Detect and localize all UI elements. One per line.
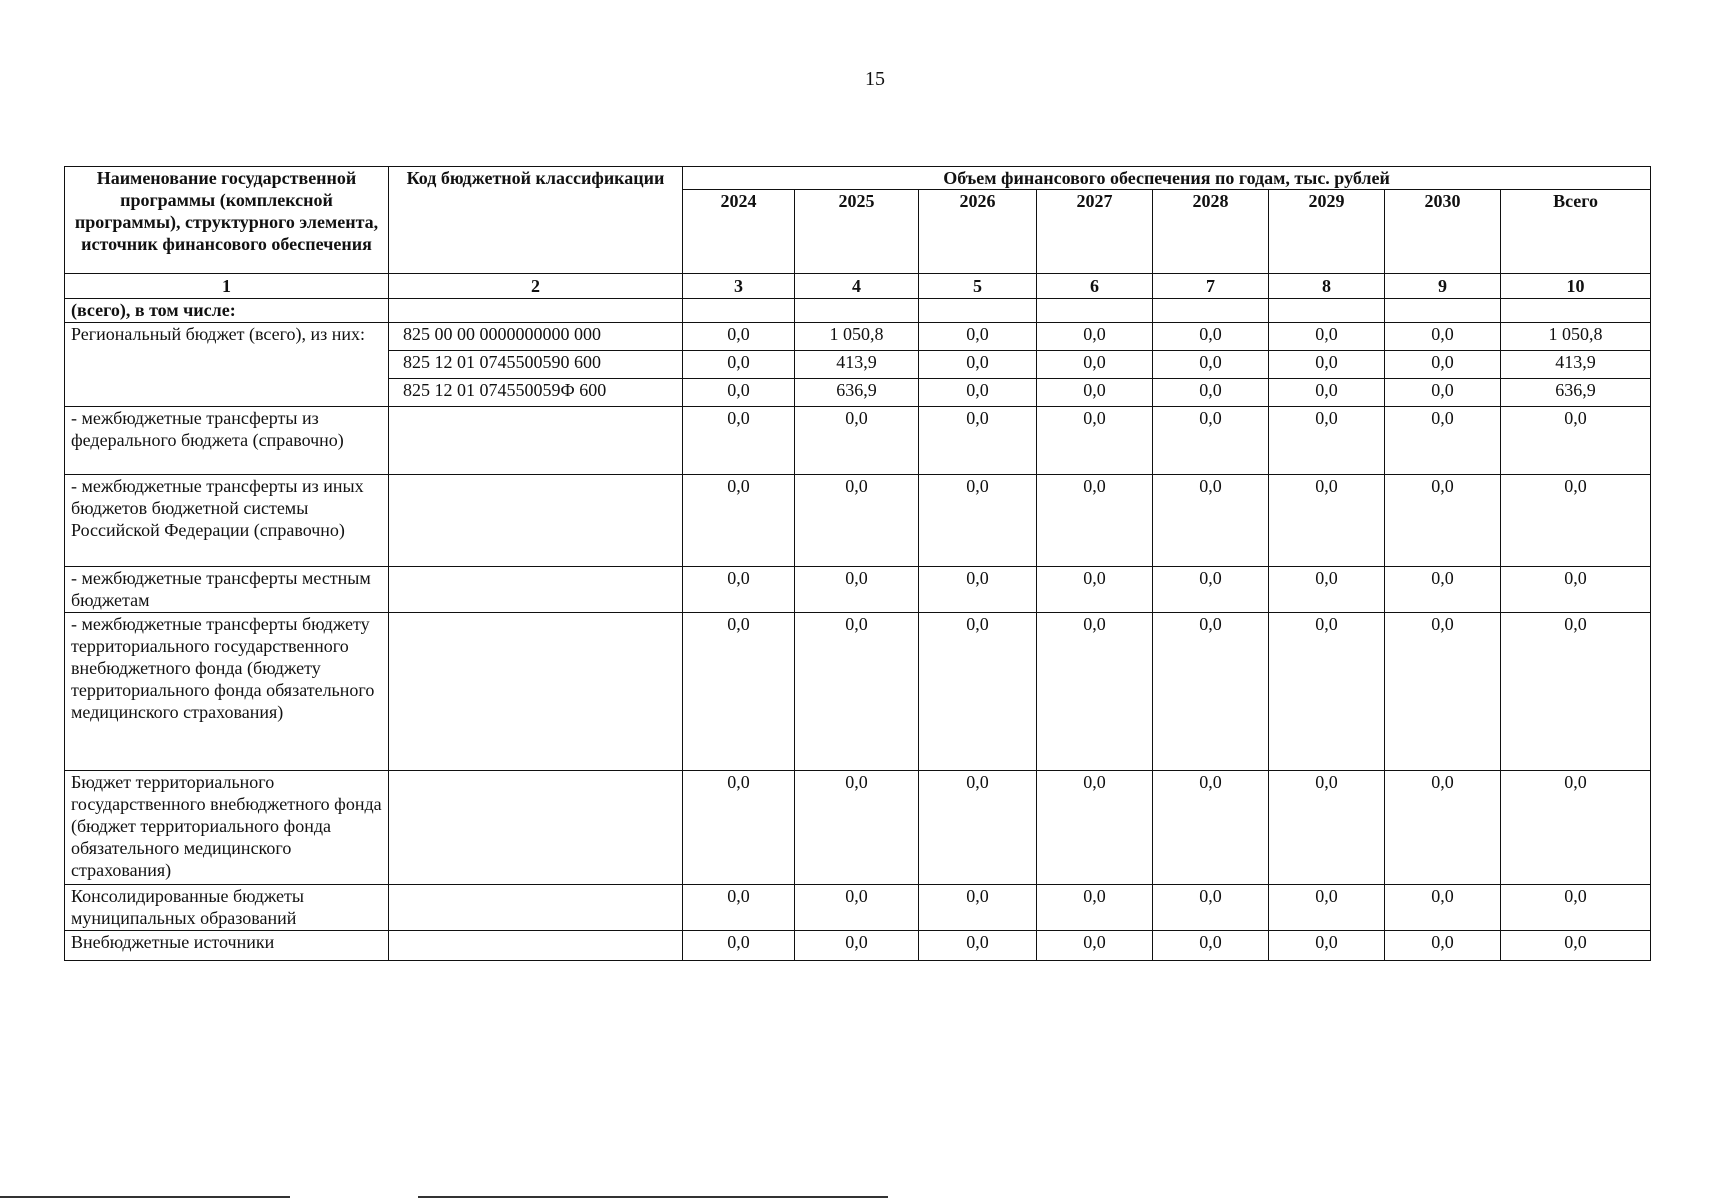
value-cell: 0,0 — [795, 771, 919, 885]
column-numbers-row — [65, 274, 1651, 299]
value-cell: 0,0 — [683, 323, 795, 351]
value-cell: 0,0 — [1385, 885, 1501, 931]
value-cell: 0,0 — [1501, 475, 1651, 567]
value-cell: 0,0 — [919, 885, 1037, 931]
value-cell: 0,0 — [1501, 567, 1651, 613]
value-cell: 1 050,8 — [795, 323, 919, 351]
value-cell: 0,0 — [1385, 475, 1501, 567]
table-row-total — [65, 299, 1651, 323]
value-cell: 0,0 — [1501, 885, 1651, 931]
value-cell: 0,0 — [683, 407, 795, 475]
header-total: Всего — [1501, 190, 1651, 274]
value-cell: 0,0 — [1153, 475, 1269, 567]
header-year: 2029 — [1269, 190, 1385, 274]
value-cell: 0,0 — [1385, 771, 1501, 885]
row-label: Региональный бюджет (всего), из них: — [65, 323, 389, 407]
row-code — [389, 885, 683, 931]
row-label: - межбюджетные трансферты из федерального бюджета (справочно) — [65, 407, 389, 475]
table-row — [65, 407, 1651, 475]
value-cell: 0,0 — [795, 407, 919, 475]
row-code — [389, 475, 683, 567]
value-cell: 0,0 — [1037, 475, 1153, 567]
table-row — [65, 567, 1651, 613]
value-cell: 0,0 — [919, 771, 1037, 885]
value-cell: 0,0 — [1269, 567, 1385, 613]
value-cell: 0,0 — [919, 323, 1037, 351]
value-cell: 0,0 — [1153, 931, 1269, 961]
value-cell: 0,0 — [1269, 351, 1385, 379]
header-year: 2030 — [1385, 190, 1501, 274]
value-cell: 0,0 — [1269, 323, 1385, 351]
value-cell: 636,9 — [1501, 379, 1651, 407]
value-cell: 0,0 — [683, 771, 795, 885]
header-year: 2028 — [1153, 190, 1269, 274]
value-cell: 0,0 — [1037, 931, 1153, 961]
scan-edge-line — [418, 1196, 888, 1198]
header-name: Наименование государственной программы (комплексной программы), структурного элемента, источник финансового обеспечения — [65, 167, 389, 274]
row-label: - межбюджетные трансферты бюджету территориального государственного внебюджетного фонда (бюджету территориального фонда обязательного медицинского страхования) — [65, 613, 389, 771]
value-cell: 0,0 — [683, 351, 795, 379]
value-cell: 0,0 — [1501, 407, 1651, 475]
row-label: Консолидированные бюджеты муниципальных образований — [65, 885, 389, 931]
column-number: 7 — [1153, 274, 1269, 299]
value-cell: 0,0 — [1269, 475, 1385, 567]
value-cell: 413,9 — [1501, 351, 1651, 379]
column-number: 8 — [1269, 274, 1385, 299]
row-code: 825 12 01 0745500590 600 — [389, 351, 683, 379]
column-number: 4 — [795, 274, 919, 299]
value-cell: 0,0 — [1037, 407, 1153, 475]
value-cell: 0,0 — [683, 885, 795, 931]
value-cell: 0,0 — [1037, 379, 1153, 407]
value-cell: 0,0 — [1385, 407, 1501, 475]
column-number: 3 — [683, 274, 795, 299]
value-cell: 0,0 — [1153, 567, 1269, 613]
header-code: Код бюджетной классификации — [389, 167, 683, 274]
table-row — [65, 613, 1651, 771]
value-cell — [1037, 299, 1153, 323]
value-cell — [683, 299, 795, 323]
value-cell — [919, 299, 1037, 323]
value-cell: 0,0 — [795, 931, 919, 961]
value-cell: 0,0 — [795, 613, 919, 771]
value-cell: 0,0 — [1385, 351, 1501, 379]
value-cell: 0,0 — [1269, 379, 1385, 407]
page-number: 15 — [865, 68, 885, 90]
value-cell: 0,0 — [683, 931, 795, 961]
header-volume: Объем финансового обеспечения по годам, тыс. рублей — [683, 167, 1651, 190]
row-code — [389, 299, 683, 323]
value-cell — [1501, 299, 1651, 323]
value-cell: 0,0 — [795, 475, 919, 567]
header-year: 2024 — [683, 190, 795, 274]
value-cell: 0,0 — [1385, 931, 1501, 961]
value-cell: 0,0 — [795, 885, 919, 931]
value-cell: 0,0 — [683, 475, 795, 567]
row-label: - межбюджетные трансферты из иных бюджетов бюджетной системы Российской Федерации (справочно) — [65, 475, 389, 567]
value-cell: 0,0 — [683, 379, 795, 407]
value-cell — [1269, 299, 1385, 323]
value-cell: 0,0 — [1269, 771, 1385, 885]
value-cell: 0,0 — [683, 613, 795, 771]
table-row — [65, 885, 1651, 931]
table-row-regional — [65, 323, 1651, 351]
row-code: 825 00 00 0000000000 000 — [389, 323, 683, 351]
value-cell: 0,0 — [1385, 567, 1501, 613]
value-cell: 413,9 — [795, 351, 919, 379]
value-cell: 0,0 — [1153, 771, 1269, 885]
value-cell: 0,0 — [1385, 613, 1501, 771]
row-label: - межбюджетные трансферты местным бюджетам — [65, 567, 389, 613]
row-code — [389, 771, 683, 885]
value-cell — [1385, 299, 1501, 323]
row-code: 825 12 01 074550059Ф 600 — [389, 379, 683, 407]
table-row — [65, 931, 1651, 961]
row-label: (всего), в том числе: — [65, 299, 389, 323]
value-cell — [1153, 299, 1269, 323]
value-cell: 0,0 — [919, 407, 1037, 475]
value-cell: 0,0 — [1037, 885, 1153, 931]
value-cell: 0,0 — [1037, 567, 1153, 613]
value-cell: 0,0 — [1501, 613, 1651, 771]
value-cell: 0,0 — [1385, 323, 1501, 351]
value-cell: 1 050,8 — [1501, 323, 1651, 351]
column-number: 2 — [389, 274, 683, 299]
value-cell: 0,0 — [1153, 613, 1269, 771]
value-cell: 0,0 — [1269, 885, 1385, 931]
value-cell: 0,0 — [1153, 407, 1269, 475]
value-cell: 0,0 — [1153, 323, 1269, 351]
table-row — [65, 771, 1651, 885]
value-cell: 0,0 — [919, 351, 1037, 379]
value-cell: 0,0 — [919, 379, 1037, 407]
value-cell: 0,0 — [1153, 379, 1269, 407]
value-cell: 0,0 — [1501, 931, 1651, 961]
header-year: 2025 — [795, 190, 919, 274]
value-cell: 0,0 — [683, 567, 795, 613]
value-cell: 0,0 — [1269, 613, 1385, 771]
row-code — [389, 613, 683, 771]
value-cell: 0,0 — [1153, 351, 1269, 379]
value-cell: 0,0 — [1037, 771, 1153, 885]
table-row — [65, 475, 1651, 567]
value-cell: 0,0 — [1269, 407, 1385, 475]
row-label: Бюджет территориального государственного внебюджетного фонда (бюджет территориального фонда обязательного медицинского страхования) — [65, 771, 389, 885]
column-number: 6 — [1037, 274, 1153, 299]
row-code — [389, 931, 683, 961]
value-cell: 0,0 — [1501, 771, 1651, 885]
value-cell: 0,0 — [1037, 613, 1153, 771]
value-cell: 0,0 — [1153, 885, 1269, 931]
value-cell: 0,0 — [919, 475, 1037, 567]
row-code — [389, 567, 683, 613]
column-number: 9 — [1385, 274, 1501, 299]
value-cell — [795, 299, 919, 323]
value-cell: 0,0 — [919, 613, 1037, 771]
value-cell: 636,9 — [795, 379, 919, 407]
header-year: 2026 — [919, 190, 1037, 274]
scan-edge-line — [0, 1196, 290, 1198]
header-year: 2027 — [1037, 190, 1153, 274]
value-cell: 0,0 — [795, 567, 919, 613]
column-number: 5 — [919, 274, 1037, 299]
row-label: Внебюджетные источники — [65, 931, 389, 961]
value-cell: 0,0 — [1037, 351, 1153, 379]
value-cell: 0,0 — [1037, 323, 1153, 351]
value-cell: 0,0 — [1269, 931, 1385, 961]
column-number: 10 — [1501, 274, 1651, 299]
financing-table — [64, 166, 1651, 961]
row-code — [389, 407, 683, 475]
value-cell: 0,0 — [1385, 379, 1501, 407]
header-row — [65, 167, 1651, 190]
column-number: 1 — [65, 274, 389, 299]
value-cell: 0,0 — [919, 567, 1037, 613]
value-cell: 0,0 — [919, 931, 1037, 961]
